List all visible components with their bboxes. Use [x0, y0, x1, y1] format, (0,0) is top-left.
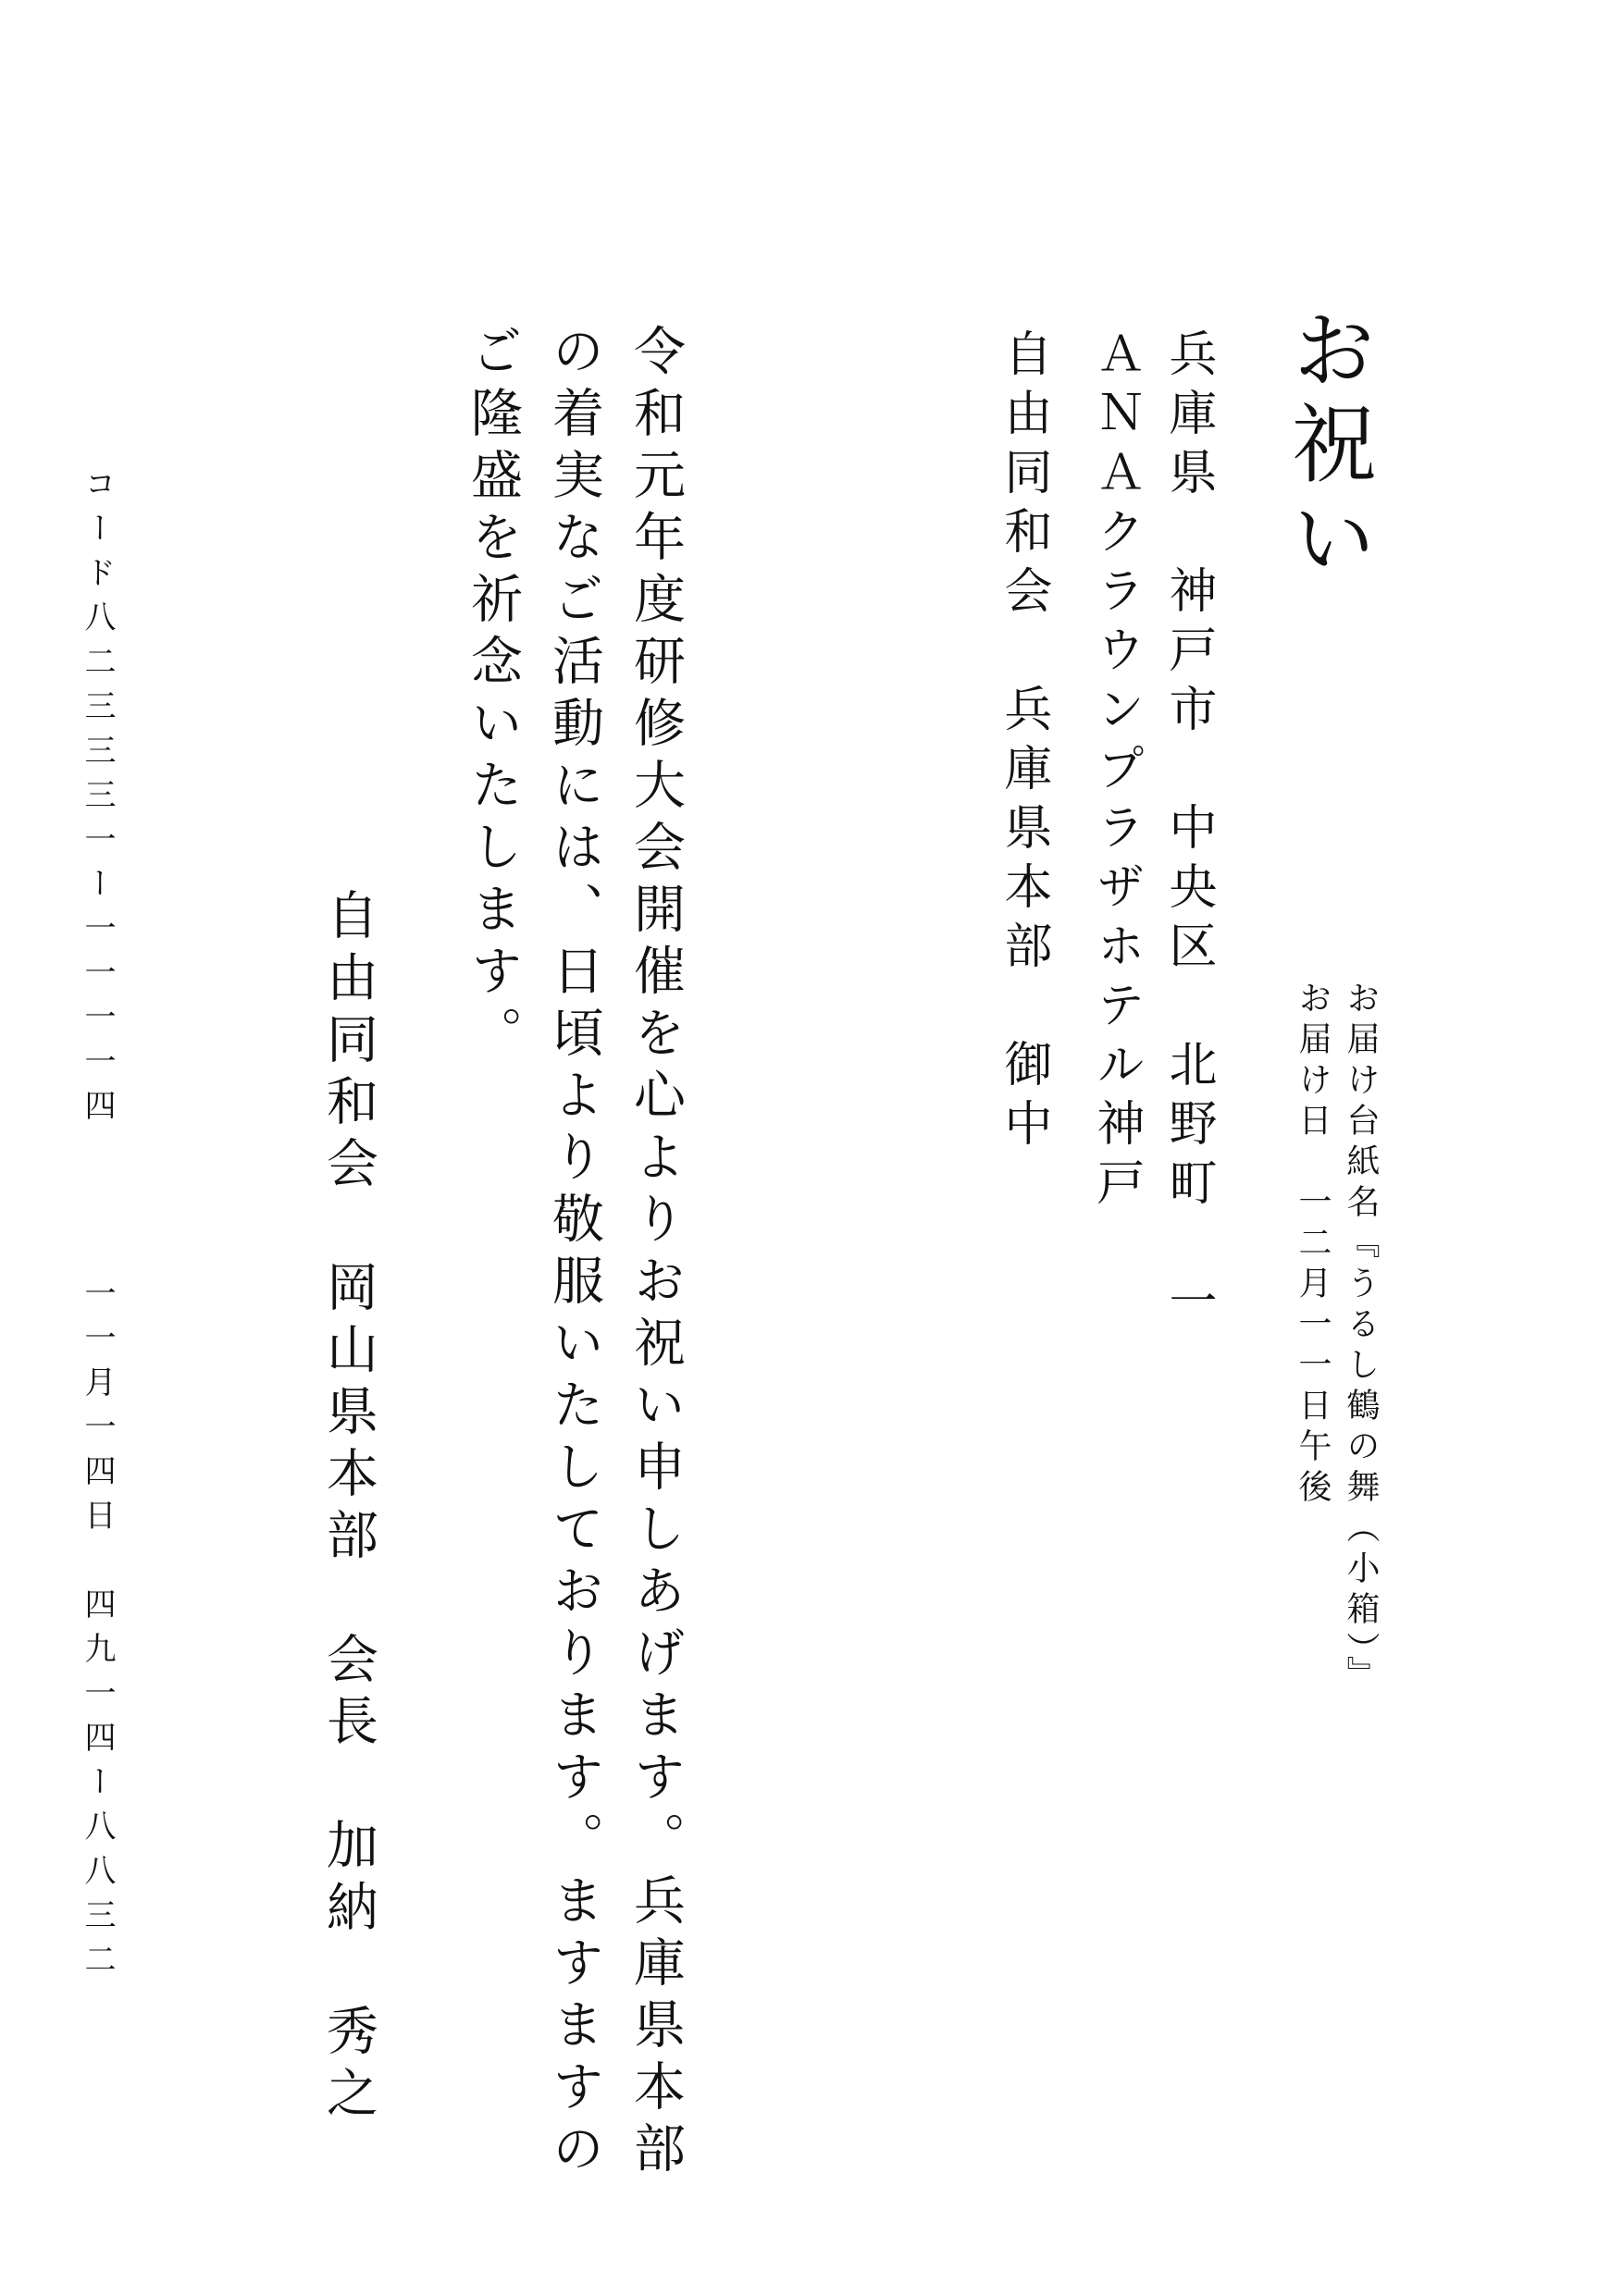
sender-signature: 自由同和会 岡山県本部 会長 加納 秀之 [318, 888, 378, 2128]
card-title: お祝い [1278, 305, 1377, 588]
addressee-name: 自由同和会 兵庫県本部 御中 [996, 328, 1051, 1157]
message-line-2: の着実なご活動には、日頃より敬服いたしております。ますますの [544, 324, 604, 2183]
addressee-address: 兵庫県 神戸市 中央区 北野町 一 [1160, 328, 1216, 1335]
message-line-3: ご隆盛を祈念いたします。 [463, 324, 523, 1068]
order-date-phone: 一一月一四日 四九一四ー八八三二 [79, 1277, 116, 1987]
addressee-venue: ＡＮＡクラウンプラザホテル神戸 [1088, 328, 1144, 1216]
order-code: コード八二三三三一ー一一一一四 [79, 467, 116, 1133]
message-line-1: 令和元年度研修大会開催を心よりお祝い申しあげます。兵庫県本部 [626, 324, 686, 2183]
delivery-mount-name: お届け台紙名『うるし鶴の舞（小箱）』 [1342, 981, 1380, 1697]
delivery-date: お届け日 一二月一一日午後 [1294, 981, 1332, 1510]
